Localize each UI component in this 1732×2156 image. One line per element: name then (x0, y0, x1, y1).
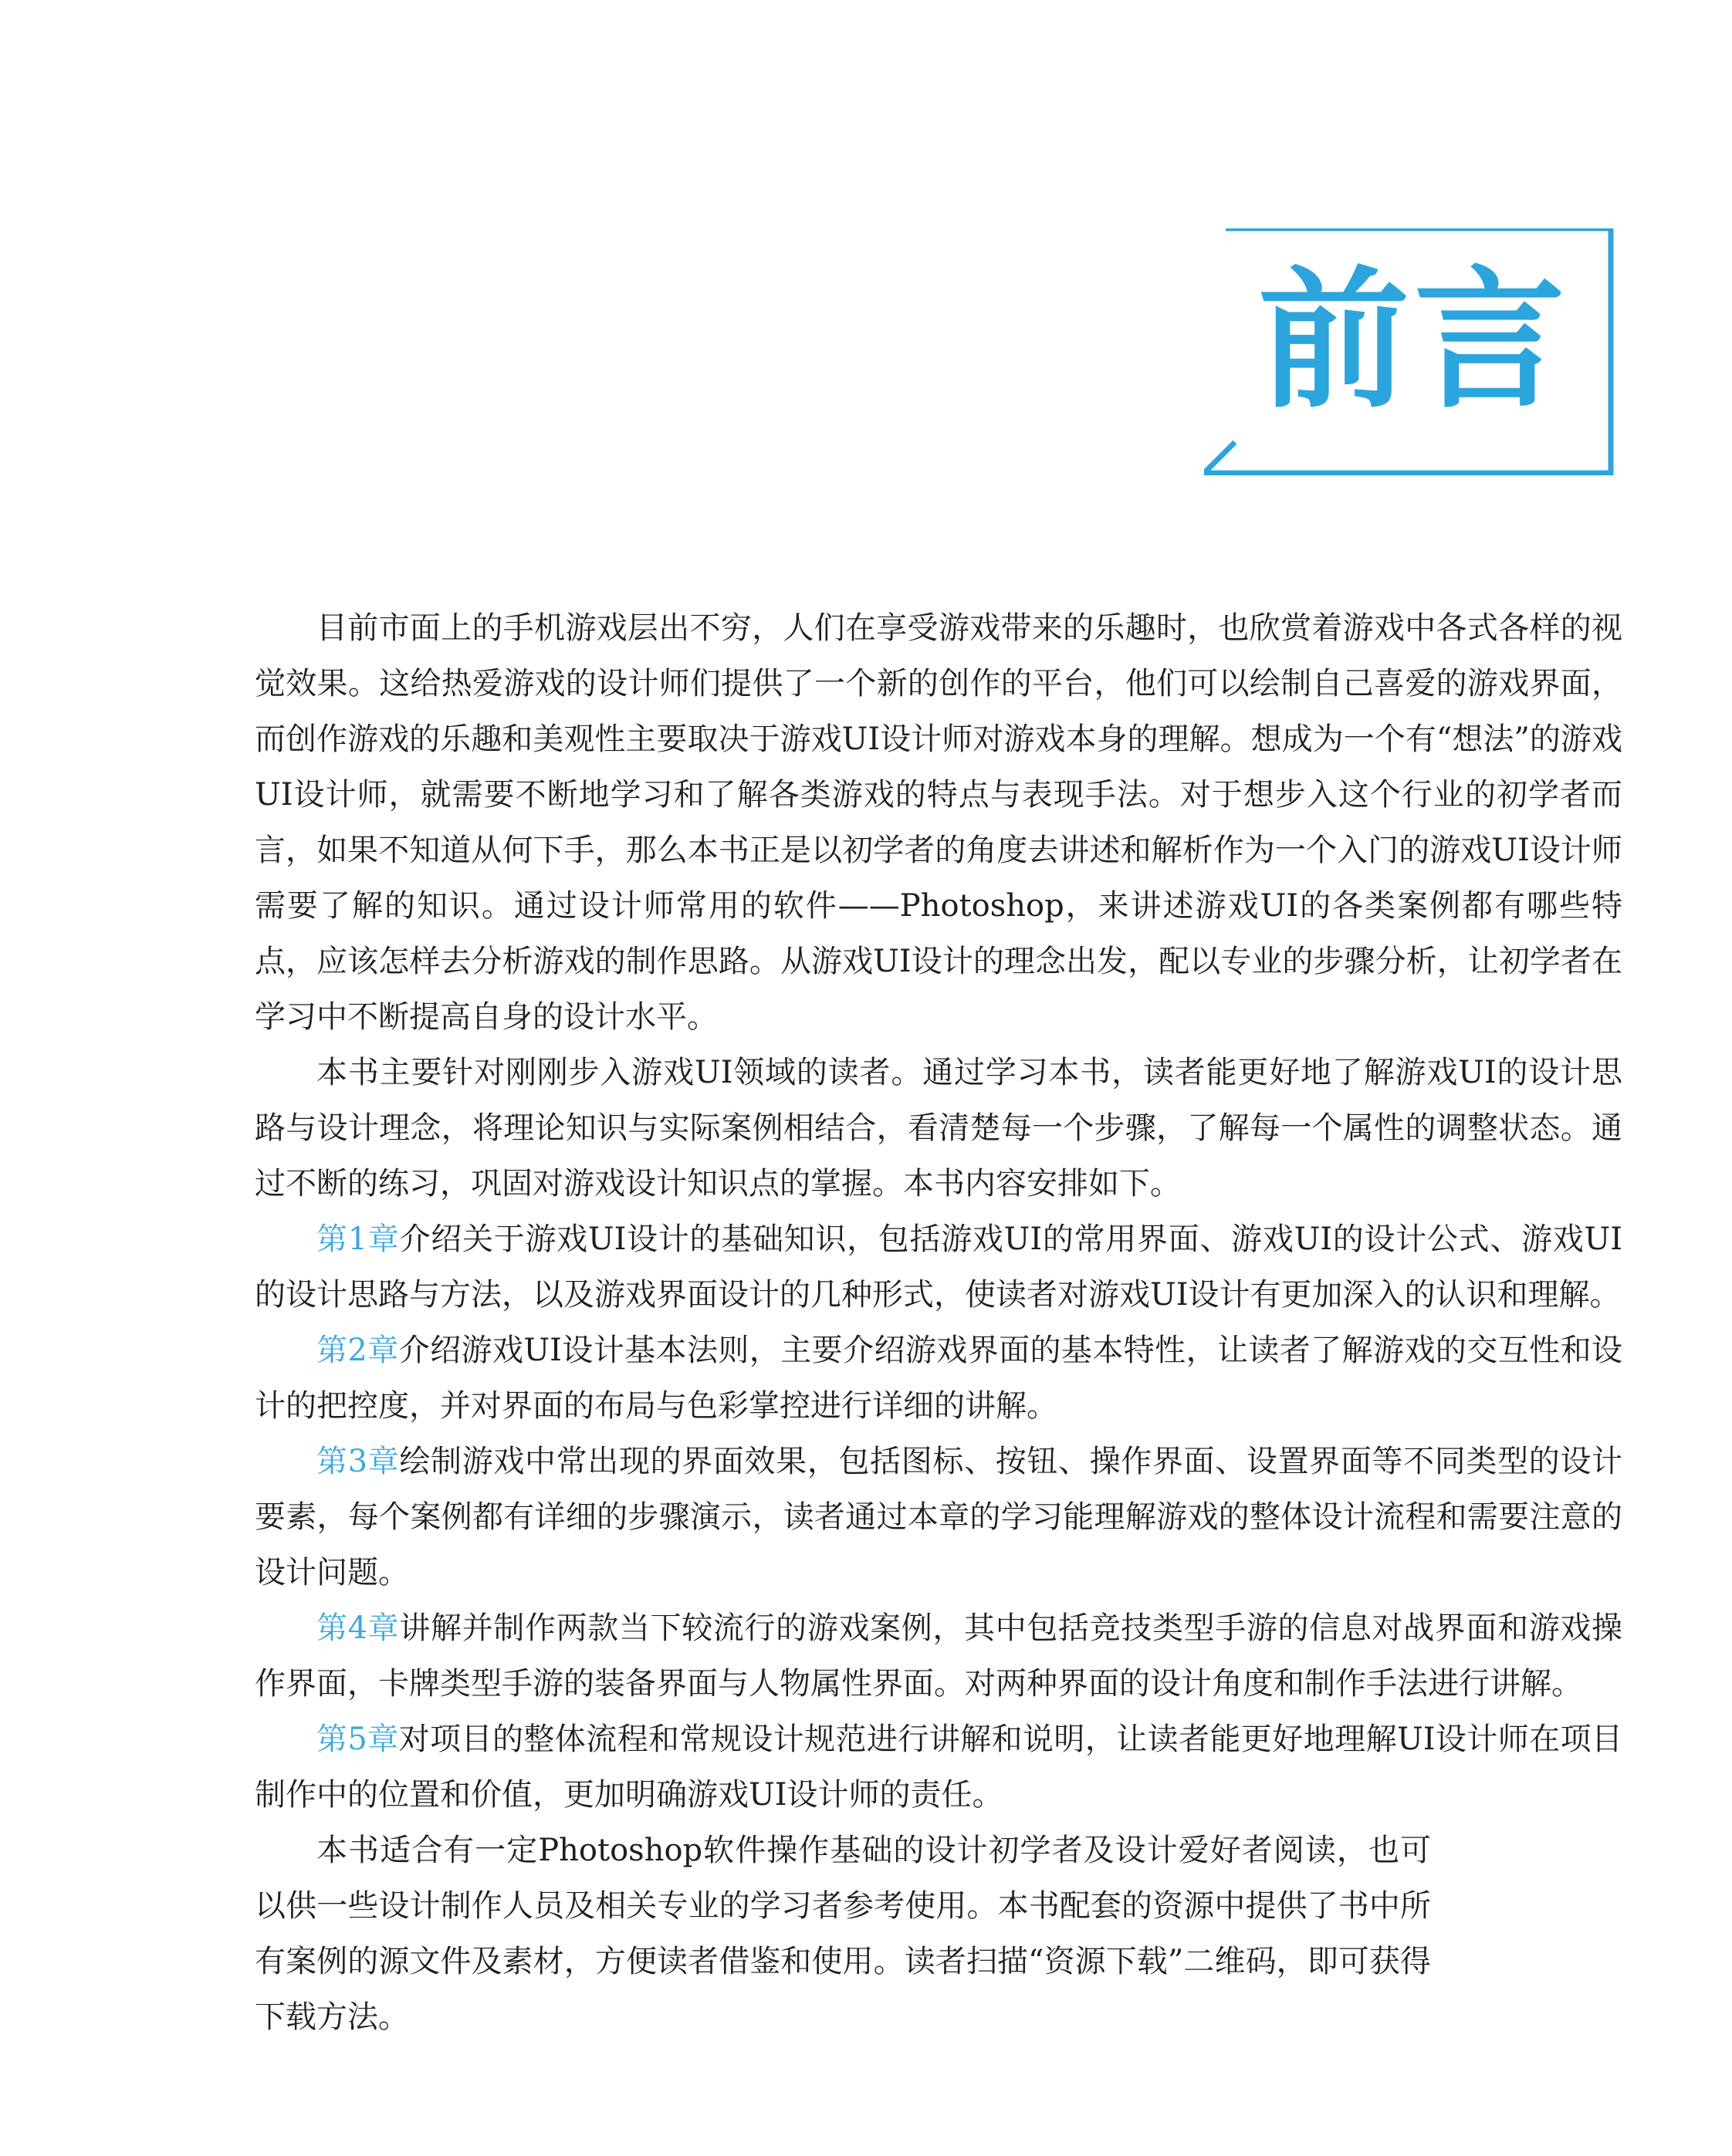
chapter-label-5: 第5章 (316, 1722, 399, 1757)
chapter-paragraph-5 (255, 1712, 1622, 1823)
page-title: 前言 (1258, 253, 1571, 429)
intro-paragraph-2: 本书主要针对刚刚步入游戏UI领域的读者。通过学习本书，读者能更好地了解游戏UI的设计思路与设计理念，将理论知识与实际案例相结合，看清楚每一个步骤，了解每一个属性的调整状态。通过不断的练习，巩固对游戏设计知识点的掌握。本书内容安排如下。 (255, 1055, 1622, 1201)
title-frame (1204, 228, 1621, 475)
chapter-label-4: 第4章 (316, 1610, 400, 1646)
closing-paragraph: 本书适合有一定Photoshop软件操作基础的设计初学者及设计爱好者阅读，也可以供一些设计制作人员及相关专业的学习者参考使用。本书配套的资源中提供了书中所有案例的源文件及素材，方便读者借鉴和使用。读者扫描“资源下载”二维码，即可获得下载方法。 (255, 1833, 1431, 2035)
intro-paragraph-1: 目前市面上的手机游戏层出不穷，人们在享受游戏带来的乐趣时，也欣赏着游戏中各式各样的视觉效果。这给热爱游戏的设计师们提供了一个新的创作的平台，他们可以绘制自己喜爱的游戏界面，而创作游戏的乐趣和美观性主要取决于游戏UI设计师对游戏本身的理解。想成为一个有“想法”的游戏UI设计师，就需要不断地学习和了解各类游戏的特点与表现手法。对于想步入这个行业的初学者而言，如果不知道从何下手，那么本书正是以初学者的角度去讲述和解析作为一个入门的游戏UI设计师需要了解的知识。通过设计师常用的软件——Photoshop，来讲述游戏UI的各类案例都有哪些特点，应该怎样去分析游戏的制作思路。从游戏UI设计的理念出发，配以专业的步骤分析，让初学者在学习中不断提高自身的设计水平。 (255, 610, 1622, 1035)
chapter-description-5: 对项目的整体流程和常规设计规范进行讲解和说明，让读者能更好地理解UI设计师在项目制作中的位置和价值，更加明确游戏UI设计师的责任。 (255, 1722, 1622, 1813)
preface-body (255, 600, 1622, 2045)
chapter-paragraph-3 (255, 1434, 1622, 1600)
chapter-paragraph-4 (255, 1600, 1622, 1712)
chapter-label-2: 第2章 (316, 1333, 399, 1368)
chapter-description-3: 绘制游戏中常出现的界面效果，包括图标、按钮、操作界面、设置界面等不同类型的设计要素，每个案例都有详细的步骤演示，读者通过本章的学习能理解游戏的整体设计流程和需要注意的设计问题。 (255, 1444, 1623, 1590)
chapter-label-3: 第3章 (316, 1444, 400, 1479)
chapter-label-1: 第1章 (316, 1222, 400, 1257)
chapter-description-1: 介绍关于游戏UI设计的基础知识，包括游戏UI的常用界面、游戏UI的设计公式、游戏UI的设计思路与方法，以及游戏界面设计的几种形式，使读者对游戏UI设计有更加深入的认识和理解。 (255, 1222, 1623, 1313)
chapter-paragraph-1 (255, 1211, 1622, 1323)
chapter-paragraph-2 (255, 1323, 1622, 1434)
chapter-description-4: 讲解并制作两款当下较流行的游戏案例，其中包括竞技类型手游的信息对战界面和游戏操作界面，卡牌类型手游的装备界面与人物属性界面。对两种界面的设计角度和制作手法进行讲解。 (255, 1610, 1623, 1701)
chapter-description-2: 介绍游戏UI设计基本法则，主要介绍游戏界面的基本特性，让读者了解游戏的交互性和设计的把控度，并对界面的布局与色彩掌控进行详细的讲解。 (255, 1333, 1622, 1424)
